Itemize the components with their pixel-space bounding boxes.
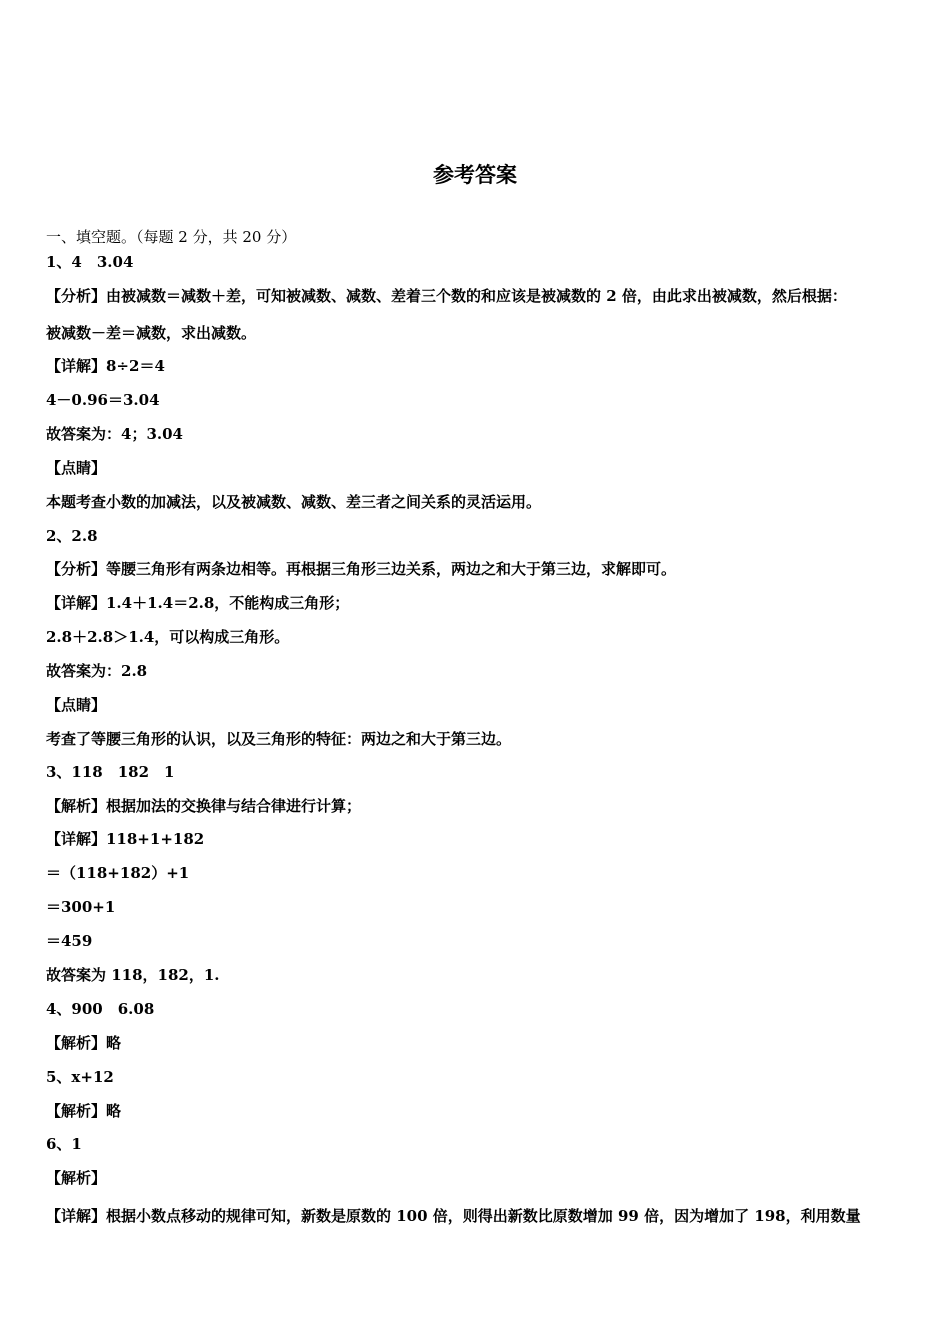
answer-5-analysis: 【解析】略 — [46, 1102, 122, 1120]
answer-3-analysis: 【解析】根据加法的交换律与结合律进行计算； — [46, 797, 362, 815]
answer-3-conclusion: 故答案为 118，182，1. — [46, 966, 220, 984]
answer-1-analysis-cont: 被减数－差＝减数，求出减数。 — [46, 324, 257, 342]
answer-6-analysis-label: 【解析】 — [46, 1169, 107, 1187]
answer-1-conclusion: 故答案为：4；3.04 — [46, 425, 183, 443]
answer-2-step: 2.8＋2.8＞1.4，可以构成三角形。 — [46, 628, 290, 646]
answer-4-heading: 4、900 6.08 — [46, 1000, 155, 1018]
answer-6-heading: 6、1 — [46, 1135, 82, 1153]
answer-5-heading: 5、x+12 — [46, 1068, 114, 1086]
answer-2-conclusion: 故答案为：2.8 — [46, 662, 148, 680]
answer-2-heading: 2、2.8 — [46, 527, 98, 545]
answer-3-step-1: ＝（118+182）+1 — [46, 864, 190, 882]
answer-2-analysis: 【分析】等腰三角形有两条边相等。再根据三角形三边关系，两边之和大于第三边，求解即可。 — [46, 560, 677, 578]
section-heading-fill-in: 一、填空题。（每题 2 分，共 20 分） — [46, 228, 297, 246]
answer-3-detail: 【详解】118+1+182 — [46, 830, 205, 848]
answer-2-comment: 考查了等腰三角形的认识，以及三角形的特征：两边之和大于第三边。 — [46, 730, 512, 748]
answer-1-comment: 本题考查小数的加减法，以及被减数、减数、差三者之间关系的灵活运用。 — [46, 493, 542, 511]
answer-1-analysis: 【分析】由被减数＝减数＋差，可知被减数、减数、差着三个数的和应该是被减数的 2 倍，由此求出被减数，然后根据： — [46, 287, 847, 305]
answer-1-step: 4－0.96＝3.04 — [46, 391, 160, 409]
answer-1-comment-label: 【点睛】 — [46, 459, 107, 477]
answer-3-step-2: ＝300+1 — [46, 898, 116, 916]
answer-6-detail: 【详解】根据小数点移动的规律可知，新数是原数的 100 倍，则得出新数比原数增加 99 倍，因为增加了 198，利用数量 — [46, 1207, 861, 1225]
answer-2-comment-label: 【点睛】 — [46, 696, 107, 714]
answer-1-heading: 1、4 3.04 — [46, 253, 134, 271]
answer-4-analysis: 【解析】略 — [46, 1034, 122, 1052]
answer-3-heading: 3、118 182 1 — [46, 763, 175, 781]
answer-2-detail: 【详解】1.4＋1.4＝2.8，不能构成三角形； — [46, 594, 350, 612]
answer-1-detail: 【详解】8÷2＝4 — [46, 357, 165, 375]
document-title: 参考答案 — [433, 163, 517, 187]
answer-3-step-3: ＝459 — [46, 932, 93, 950]
